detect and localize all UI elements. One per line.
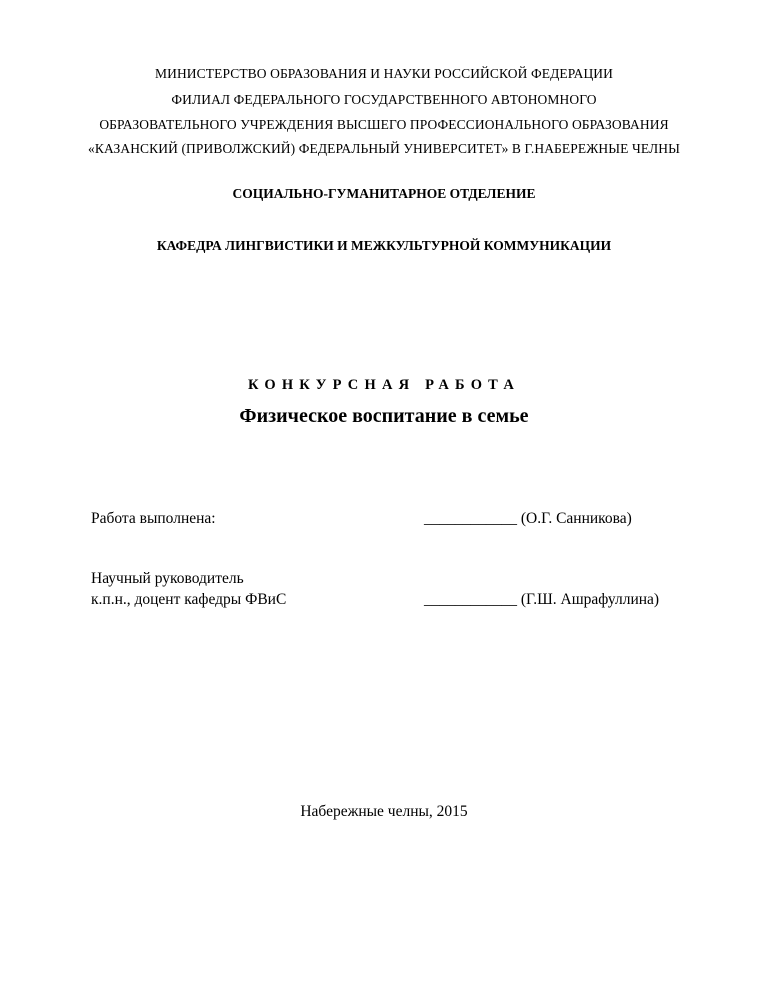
supervisor-signature: ____________ (Г.Ш. Ашрафуллина)	[424, 591, 660, 608]
university-line: «КАЗАНСКИЙ (ПРИВОЛЖСКИЙ) ФЕДЕРАЛЬНЫЙ УНИВЕРСИТЕТ» В Г.НАБЕРЕЖНЫЕ ЧЕЛНЫ	[88, 141, 680, 156]
supervisor-position: к.п.н., доцент кафедры ФВиС	[91, 591, 287, 608]
performer-signature: ____________ (О.Г. Санникова)	[424, 510, 632, 527]
performer-label: Работа выполнена:	[91, 510, 216, 527]
supervisor-label: Научный руководитель	[91, 570, 244, 587]
place-and-year: Набережные челны, 2015	[300, 803, 468, 820]
chair-name: КАФЕДРА ЛИНГВИСТИКИ И МЕЖКУЛЬТУРНОЙ КОММУНИКАЦИИ	[156, 238, 612, 253]
department-name: СОЦИАЛЬНО-ГУМАНИТАРНОЕ ОТДЕЛЕНИЕ	[232, 186, 536, 201]
branch-line: ФИЛИАЛ ФЕДЕРАЛЬНОГО ГОСУДАРСТВЕННОГО АВТОНОМНОГО	[171, 92, 597, 107]
ministry-line: МИНИСТЕРСТВО ОБРАЗОВАНИЯ И НАУКИ РОССИЙСКОЙ ФЕДЕРАЦИИ	[155, 66, 613, 81]
work-type-heading: КОНКУРСНАЯ РАБОТА	[248, 377, 520, 393]
work-title: Физическое воспитание в семье	[239, 405, 529, 427]
institution-line: ОБРАЗОВАТЕЛЬНОГО УЧРЕЖДЕНИЯ ВЫСШЕГО ПРОФЕССИОНАЛЬНОГО ОБРАЗОВАНИЯ	[99, 117, 669, 132]
